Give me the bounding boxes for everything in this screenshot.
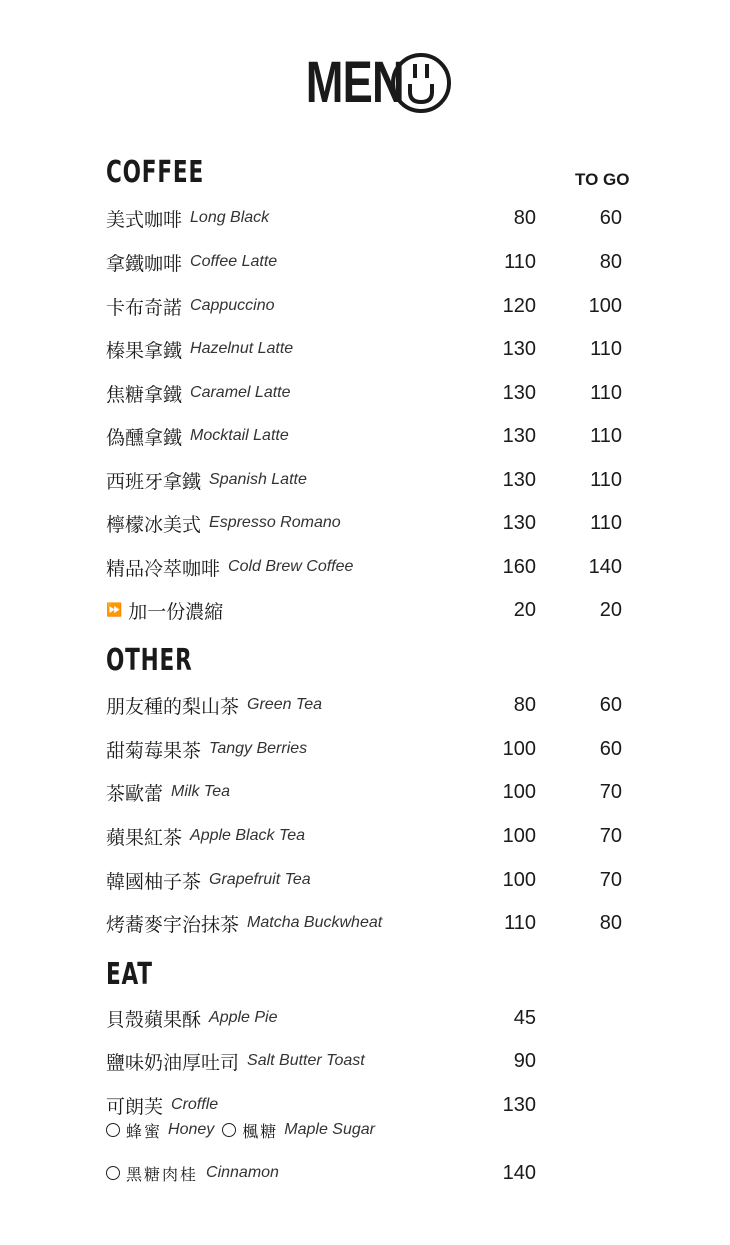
item-name-en: Apple Black Tea <box>190 827 306 844</box>
item-togo-price: 70 <box>599 780 622 803</box>
item-togo-price: 110 <box>590 337 622 360</box>
item-name-zh: 美式咖啡 <box>106 208 183 231</box>
menu-item <box>106 292 626 320</box>
option-name-en: Maple Sugar <box>284 1121 375 1138</box>
item-price: 100 <box>502 780 536 803</box>
item-name-en: Mocktail Latte <box>190 427 289 444</box>
item-togo-price: 60 <box>599 737 622 760</box>
item-name-zh: 可朗芙 <box>106 1095 164 1118</box>
item-togo-price: 140 <box>588 555 622 578</box>
item-name-zh: 茶歐蕾 <box>106 782 164 805</box>
item-name-zh: 鹽味奶油厚吐司 <box>106 1051 240 1074</box>
item-name-zh: 拿鐵咖啡 <box>106 252 183 275</box>
item-price: 130 <box>502 337 536 360</box>
option-name-zh: 蜂蜜 <box>126 1121 163 1141</box>
item-name-en: Green Tea <box>247 696 323 713</box>
option-name-zh: 楓糖 <box>242 1121 279 1141</box>
menu-item <box>106 909 626 937</box>
extra-shot-item <box>106 596 626 624</box>
item-price: 130 <box>502 511 536 534</box>
item-name-zh: 黑糖肉桂 <box>126 1164 199 1184</box>
menu-item <box>106 1004 626 1032</box>
item-price: 110 <box>504 250 536 273</box>
option-circle-icon[interactable] <box>106 1166 120 1180</box>
menu-item <box>106 509 626 537</box>
item-name-en: Long Black <box>190 209 270 226</box>
item-name-en: Grapefruit Tea <box>209 871 311 888</box>
item-price: 160 <box>502 555 536 578</box>
item-price: 100 <box>502 824 536 847</box>
item-name-en: Milk Tea <box>171 783 230 800</box>
item-name-zh: 榛果拿鐵 <box>106 339 183 362</box>
menu-item <box>106 866 626 894</box>
item-name-en: Cold Brew Coffee <box>228 558 354 575</box>
menu-item <box>106 466 626 494</box>
item-name-en: Salt Butter Toast <box>247 1052 365 1069</box>
item-togo-price: 110 <box>590 511 622 534</box>
option-circle-icon[interactable] <box>222 1123 236 1137</box>
menu-item <box>106 1047 626 1075</box>
section-title-eat: EAT <box>106 957 153 992</box>
item-name-zh: 焦糖拿鐵 <box>106 383 183 406</box>
item-name-en: Caramel Latte <box>190 384 291 401</box>
menu-item <box>106 553 626 581</box>
item-price: 80 <box>513 206 536 229</box>
item-price: 80 <box>513 693 536 716</box>
item-name-zh: 檸檬冰美式 <box>106 513 202 536</box>
item-togo-price: 110 <box>590 424 622 447</box>
item-price: 130 <box>502 1093 536 1116</box>
item-name-en: Spanish Latte <box>209 471 307 488</box>
item-name-zh: 加一份濃縮 <box>128 600 224 623</box>
croffle-options <box>106 1118 383 1142</box>
item-togo-price: 20 <box>599 598 622 621</box>
item-name-en: Coffee Latte <box>190 253 278 270</box>
option-name-en: Honey <box>168 1121 215 1138</box>
item-togo-price: 80 <box>599 250 622 273</box>
menu-item <box>106 335 626 363</box>
item-name-en: Apple Pie <box>209 1009 278 1026</box>
item-name-en: Cappuccino <box>190 297 275 314</box>
item-togo-price: 100 <box>588 294 622 317</box>
item-price: 140 <box>502 1161 536 1184</box>
item-name-en: Matcha Buckwheat <box>247 914 383 931</box>
item-togo-price: 60 <box>599 693 622 716</box>
item-price: 45 <box>513 1006 536 1029</box>
menu-item <box>106 691 626 719</box>
togo-header: TO GO <box>575 170 630 189</box>
item-name-zh: 蘋果紅茶 <box>106 826 183 849</box>
item-name-zh: 偽醺拿鐵 <box>106 426 183 449</box>
menu-item <box>106 778 626 806</box>
menu-logo <box>0 52 730 114</box>
menu-item <box>106 735 626 763</box>
item-name-en: Cinnamon <box>206 1164 279 1181</box>
item-price: 120 <box>502 294 536 317</box>
item-togo-price: 110 <box>590 468 622 491</box>
cinnamon-option-item <box>106 1159 626 1187</box>
item-price: 130 <box>502 424 536 447</box>
item-name-zh: 精品冷萃咖啡 <box>106 557 221 580</box>
item-togo-price: 70 <box>599 868 622 891</box>
item-price: 130 <box>502 468 536 491</box>
menu-item <box>106 422 626 450</box>
item-price: 90 <box>513 1049 536 1072</box>
item-name-en: Espresso Romano <box>209 514 341 531</box>
menu-item <box>106 822 626 850</box>
logo-text: MEN <box>305 50 404 115</box>
item-name-zh: 卡布奇諾 <box>106 296 183 319</box>
item-togo-price: 80 <box>599 911 622 934</box>
menu-item <box>106 204 626 232</box>
item-togo-price: 110 <box>590 381 622 404</box>
menu-item <box>106 379 626 407</box>
section-title-coffee: COFFEE <box>106 155 205 190</box>
item-name-zh: 西班牙拿鐵 <box>106 470 202 493</box>
item-name-zh: 貝殼蘋果酥 <box>106 1008 202 1031</box>
item-price: 110 <box>504 911 536 934</box>
item-name-zh: 朋友種的梨山茶 <box>106 695 240 718</box>
item-name-en: Croffle <box>171 1096 219 1113</box>
fast-forward-icon: ⏩ <box>106 602 123 618</box>
item-price: 100 <box>502 868 536 891</box>
menu-item <box>106 248 626 276</box>
item-price: 100 <box>502 737 536 760</box>
item-name-en: Hazelnut Latte <box>190 340 294 357</box>
item-name-zh: 甜菊莓果茶 <box>106 739 202 762</box>
item-name-zh: 韓國柚子茶 <box>106 870 202 893</box>
item-name-zh: 烤蕎麥宇治抹茶 <box>106 913 240 936</box>
item-price: 130 <box>502 381 536 404</box>
item-togo-price: 70 <box>599 824 622 847</box>
menu-item <box>106 1091 626 1119</box>
item-price: 20 <box>513 598 536 621</box>
section-title-other: OTHER <box>106 643 193 678</box>
item-togo-price: 60 <box>599 206 622 229</box>
option-circle-icon[interactable] <box>106 1123 120 1137</box>
item-name-en: Tangy Berries <box>209 740 308 757</box>
